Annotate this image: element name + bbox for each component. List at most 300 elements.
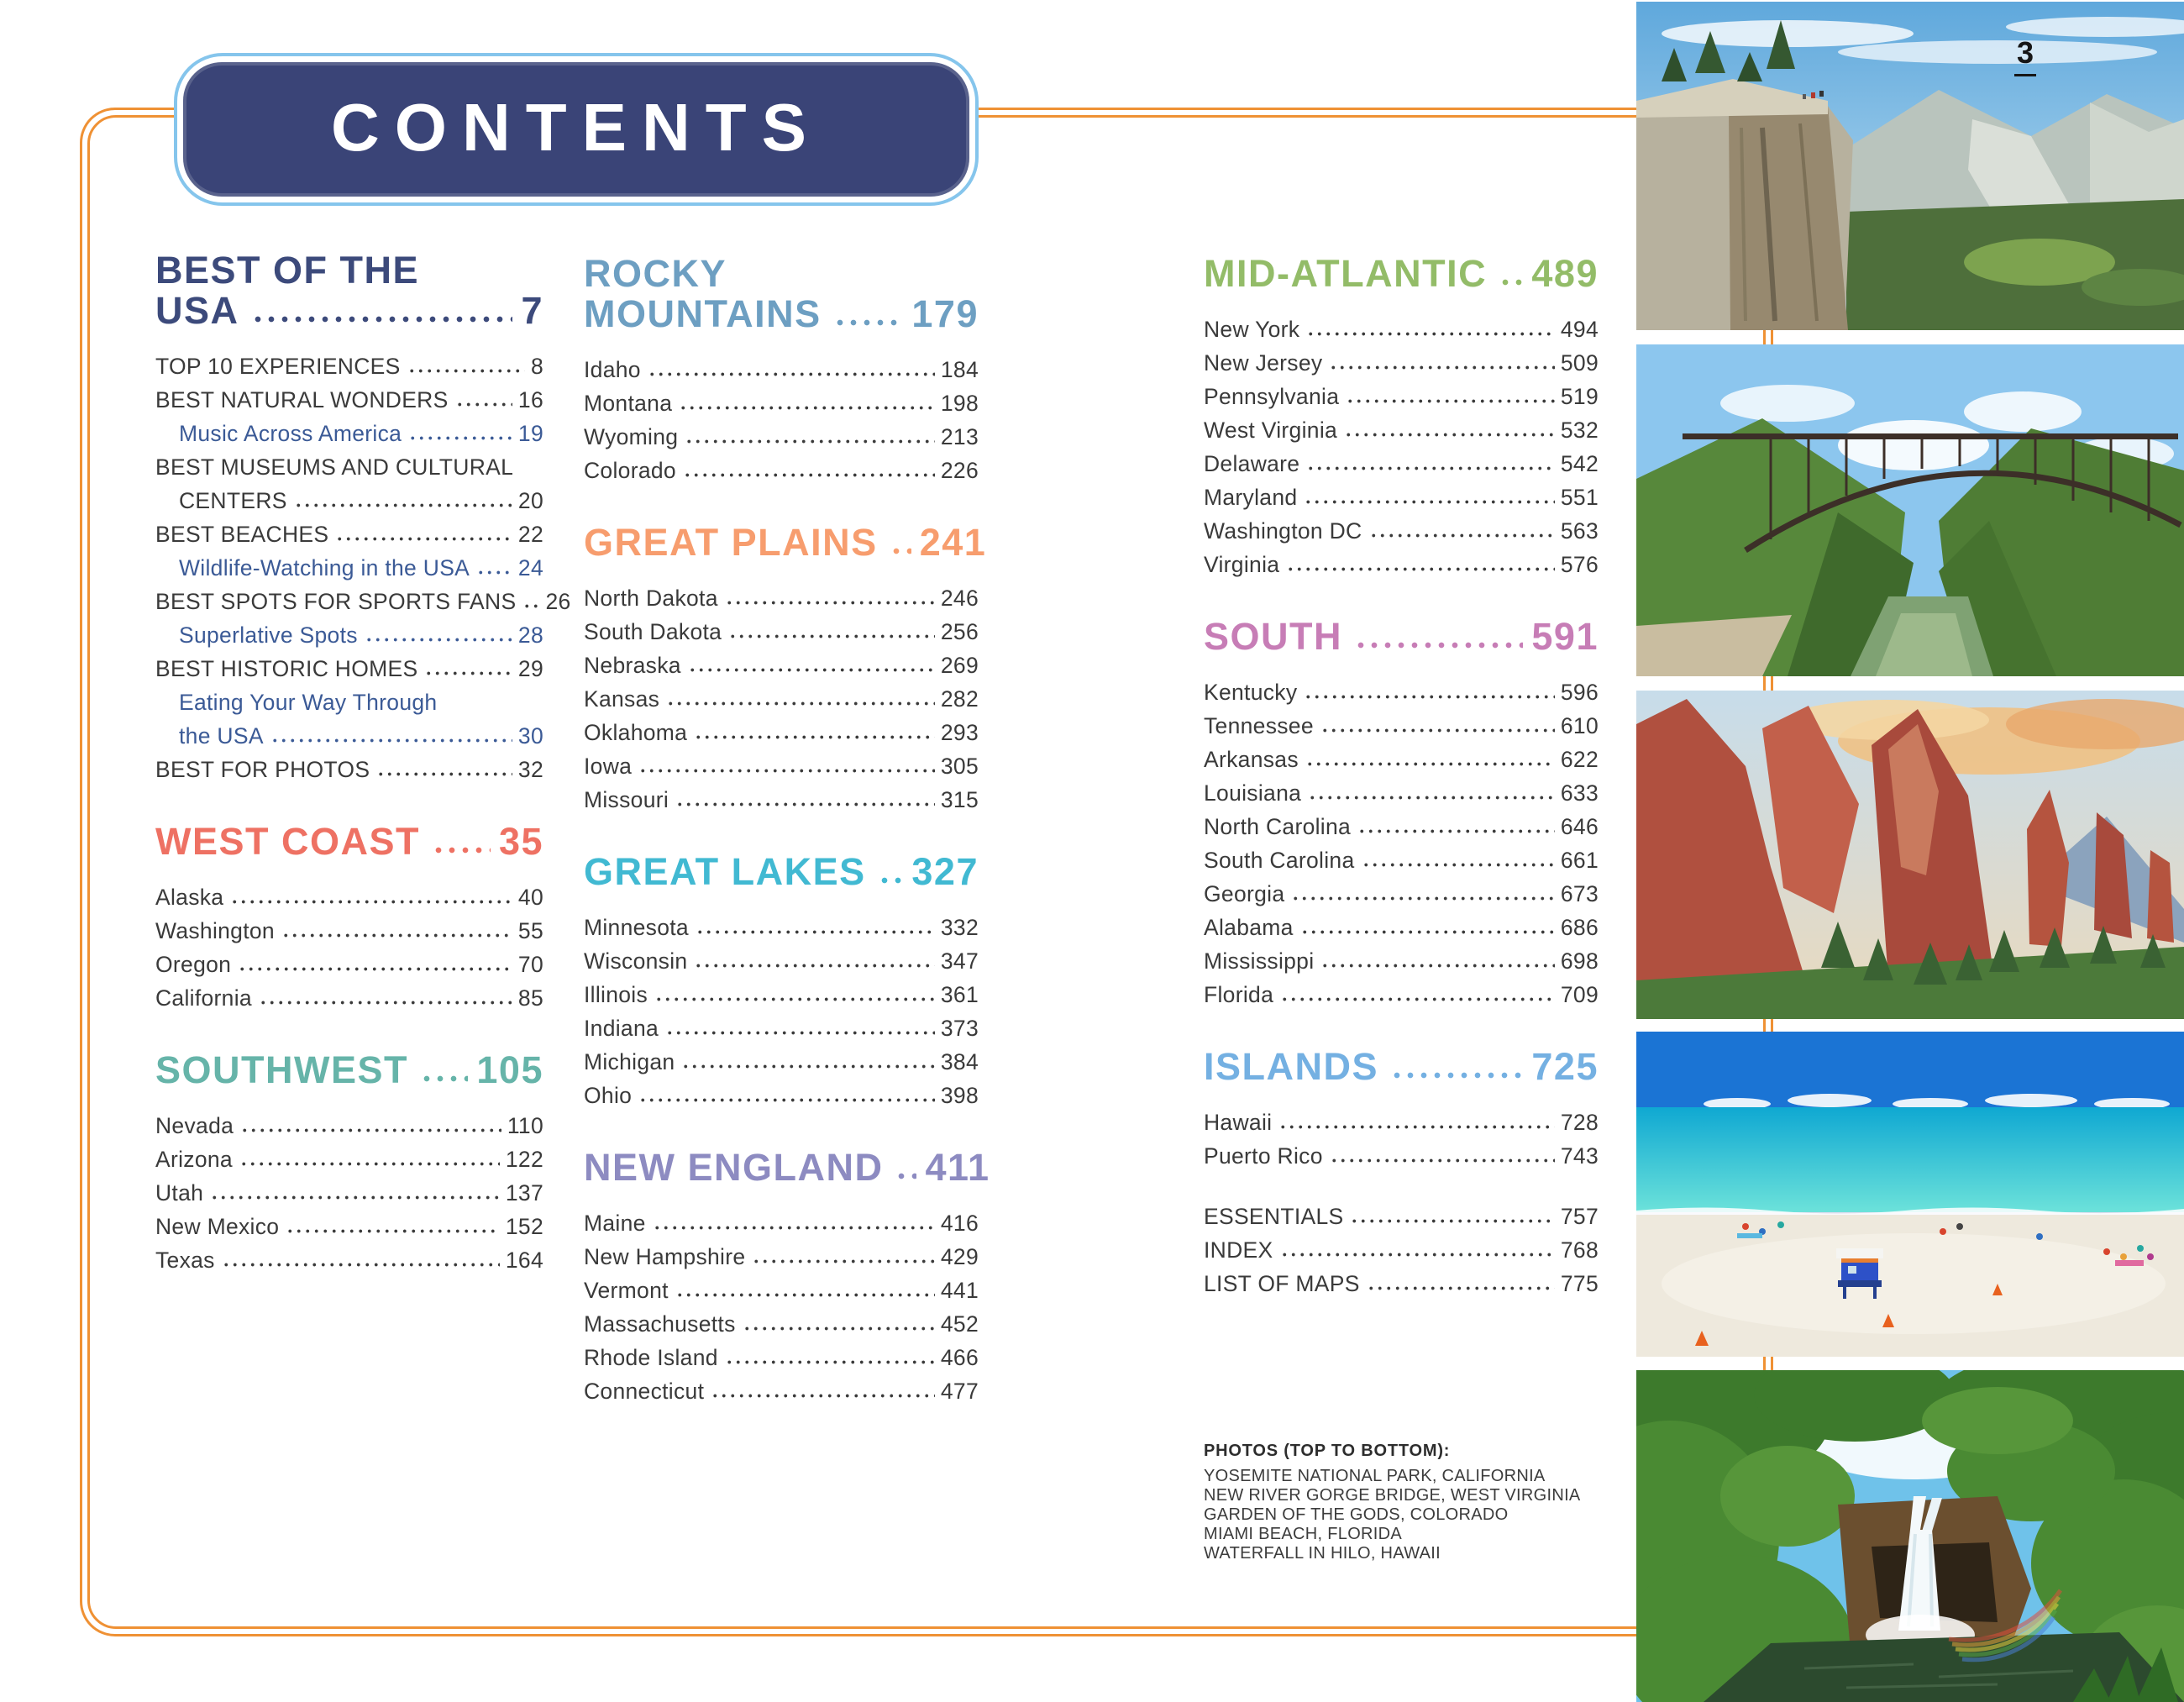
toc-entry[interactable] (584, 1008, 979, 1042)
dot-leader (1278, 980, 1555, 1008)
toc-entry-page-number: 16 (517, 387, 543, 412)
dot-leader (674, 1275, 935, 1304)
toc-entry[interactable] (584, 1237, 979, 1270)
toc-entry-page-number: 347 (940, 948, 979, 974)
section-page-number: 327 (911, 850, 979, 893)
toc-entry[interactable] (1204, 1230, 1599, 1263)
toc-entry[interactable] (1204, 806, 1599, 840)
dot-leader (750, 1242, 934, 1270)
toc-entry-page-number: 282 (940, 686, 979, 712)
dot-leader (692, 717, 935, 746)
dot-leader (686, 650, 935, 679)
dot-leader (333, 519, 512, 548)
toc-entry-label: Hawaii (1204, 1110, 1273, 1135)
section-entries (1204, 672, 1599, 1008)
toc-entry-page-number: 477 (940, 1379, 979, 1404)
toc-entry-label: Florida (1204, 982, 1274, 1007)
toc-entry[interactable] (1204, 477, 1599, 511)
toc-entry-label: Arkansas (1204, 747, 1299, 772)
toc-entry-page-number: 246 (940, 586, 979, 611)
toc-entry-label: Tennessee (1204, 713, 1314, 738)
dot-leader (363, 620, 512, 649)
dot-leader (677, 388, 935, 417)
toc-entry[interactable] (155, 447, 543, 481)
toc-entry-label: Kentucky (1204, 680, 1298, 705)
dot-leader (249, 296, 513, 331)
toc-entry-label: Connecticut (584, 1379, 705, 1404)
toc-entry[interactable] (1204, 907, 1599, 941)
toc-entry[interactable] (584, 349, 979, 383)
toc-column-1 (155, 249, 571, 1274)
dot-leader (284, 1211, 500, 1240)
dot-leader (1302, 677, 1554, 706)
dot-leader (1319, 711, 1555, 739)
section-title: USA (155, 289, 239, 332)
dot-leader (683, 422, 935, 450)
dot-leader (876, 857, 904, 892)
photo-captions-heading: PHOTOS (TOP TO BOTTOM): (1204, 1442, 1451, 1460)
toc-entry-label: Maine (584, 1211, 646, 1236)
toc-entry[interactable] (1204, 444, 1599, 477)
toc-entry-page-number: 19 (517, 421, 543, 446)
dot-leader (1289, 879, 1554, 907)
toc-entry[interactable] (1204, 410, 1599, 444)
toc-entry-page-number: 28 (517, 622, 543, 648)
toc-entry[interactable] (584, 1075, 979, 1109)
toc-entry-page-number: 542 (1560, 451, 1599, 476)
toc-entry-label: Washington (155, 918, 275, 943)
dot-leader (1328, 1141, 1555, 1169)
toc-entry-label: Oklahoma (584, 720, 688, 745)
toc-section-best-of-the-usa (155, 249, 571, 783)
toc-entry-page-number: 519 (1560, 384, 1599, 409)
section-page-number: 105 (476, 1048, 543, 1091)
toc-entry-label: TOP 10 EXPERIENCES (155, 354, 401, 379)
toc-entry[interactable] (1204, 1136, 1599, 1169)
toc-entry[interactable] (584, 941, 979, 974)
section-heading (1204, 617, 1599, 657)
dot-leader (1305, 449, 1555, 477)
toc-entry-page-number: 709 (1560, 982, 1599, 1007)
toc-entry-label: Texas (155, 1248, 215, 1273)
toc-entry-page-number: 164 (505, 1248, 543, 1273)
toc-entry[interactable] (584, 1203, 979, 1237)
toc-entry-page-number: 315 (940, 787, 979, 812)
toc-entry-label: Rhode Island (584, 1345, 718, 1370)
dot-leader (680, 1047, 934, 1075)
toc-entry-label: New Mexico (155, 1214, 280, 1239)
toc-entry-page-number: 269 (940, 653, 979, 678)
dot-leader (1348, 1201, 1554, 1230)
photo-miami-beach (1636, 1032, 2184, 1357)
toc-entry-page-number: 596 (1560, 680, 1599, 705)
toc-entry-label: Indiana (584, 1016, 659, 1041)
toc-entry-label: Delaware (1204, 451, 1300, 476)
toc-entry-page-number: 646 (1560, 814, 1599, 839)
toc-entry-page-number: 398 (940, 1083, 979, 1108)
toc-entry-label: Illinois (584, 982, 648, 1007)
section-title: GREAT LAKES (584, 850, 866, 893)
dot-leader (664, 1013, 935, 1042)
section-title: ROCKY (584, 252, 727, 295)
toc-entry-page-number: 441 (940, 1278, 979, 1303)
toc-entry[interactable] (584, 417, 979, 450)
toc-entry-label: West Virginia (1204, 418, 1338, 443)
section-entries (584, 349, 979, 484)
toc-entry-page-number: 743 (1560, 1143, 1599, 1169)
toc-entry-page-number: 576 (1560, 552, 1599, 577)
toc-entry[interactable] (155, 514, 543, 548)
section-heading (155, 250, 543, 291)
section-title: SOUTH (1204, 615, 1342, 658)
toc-entry[interactable] (155, 581, 571, 615)
toc-entry[interactable] (1204, 941, 1599, 974)
toc-entry[interactable] (155, 413, 543, 447)
dot-leader (269, 721, 512, 749)
toc-entry[interactable] (584, 612, 979, 645)
section-heading (1204, 254, 1599, 294)
toc-section-great-plains (584, 521, 987, 813)
section-heading (155, 1050, 543, 1090)
toc-entry-label: Wildlife-Watching in the USA (179, 555, 470, 580)
toc-entry-page-number: 293 (940, 720, 979, 745)
toc-section-southwest (155, 1050, 543, 1274)
toc-entry-label: Colorado (584, 458, 676, 483)
toc-section-west-coast (155, 822, 543, 1011)
contents-banner-fill (183, 62, 969, 197)
toc-entry-label: CENTERS (179, 488, 287, 513)
toc-entry-label: Eating Your Way Through (179, 690, 438, 715)
toc-entry[interactable] (584, 1337, 979, 1371)
toc-entry-page-number: 452 (940, 1311, 979, 1337)
section-page-number: 591 (1531, 615, 1599, 658)
toc-entry-label: BEST BEACHES (155, 522, 329, 547)
toc-section-islands (1204, 1047, 1599, 1169)
toc-entry-page-number: 429 (940, 1244, 979, 1269)
section-heading (155, 291, 543, 331)
dot-leader (653, 980, 935, 1008)
page-title: CONTENTS (331, 90, 822, 165)
dot-leader (1304, 744, 1555, 773)
toc-backmatter (1204, 1196, 1599, 1297)
toc-entry[interactable] (1204, 706, 1599, 739)
section-heading (584, 254, 979, 294)
toc-entry-page-number: 775 (1560, 1271, 1599, 1296)
toc-entry[interactable] (584, 1304, 979, 1337)
toc-entry[interactable] (1204, 376, 1599, 410)
toc-entry-page-number: 416 (940, 1211, 979, 1236)
toc-entry-label: BEST FOR PHOTOS (155, 757, 370, 782)
toc-entry-page-number: 384 (940, 1049, 979, 1074)
toc-entry[interactable] (155, 944, 543, 978)
toc-entry-page-number: 26 (545, 589, 571, 614)
toc-entry-label: BEST HISTORIC HOMES (155, 656, 418, 681)
toc-entry-label: New Hampshire (584, 1244, 746, 1269)
dot-leader (236, 949, 512, 978)
dot-leader (709, 1376, 935, 1405)
section-entries (1204, 309, 1599, 578)
toc-entry-label: Superlative Spots (179, 622, 358, 648)
toc-entry[interactable] (584, 780, 979, 813)
section-title: SOUTHWEST (155, 1048, 408, 1091)
toc-entry-page-number: 20 (517, 488, 543, 513)
toc-entry[interactable] (1204, 343, 1599, 376)
toc-entry[interactable] (155, 1173, 543, 1206)
dot-leader (454, 385, 512, 413)
section-title: WEST COAST (155, 820, 420, 863)
toc-entry-label: North Carolina (1204, 814, 1352, 839)
toc-entry[interactable] (1204, 840, 1599, 874)
toc-section-south (1204, 617, 1599, 1008)
toc-entry-label: California (155, 985, 252, 1011)
section-page-number: 241 (919, 521, 987, 564)
toc-entry[interactable] (155, 346, 543, 380)
toc-entry-page-number: 768 (1560, 1237, 1599, 1263)
toc-entry-page-number: 55 (517, 918, 543, 943)
toc-entry-label: New York (1204, 317, 1300, 342)
dot-leader (521, 586, 539, 615)
toc-entry[interactable] (584, 1371, 979, 1405)
toc-entry-label: Alaska (155, 885, 224, 910)
toc-entry-label: Montana (584, 391, 673, 416)
dot-leader (637, 1080, 935, 1109)
dot-leader (664, 684, 935, 712)
section-page-number: 411 (925, 1146, 990, 1189)
toc-entry[interactable] (584, 1270, 979, 1304)
toc-entry-page-number: 494 (1560, 317, 1599, 342)
toc-entry[interactable] (155, 649, 543, 682)
toc-entry-label: Missouri (584, 787, 669, 812)
toc-entry-label: South Carolina (1204, 848, 1355, 873)
photo-garden-of-the-gods (1636, 691, 2184, 1019)
dot-leader (741, 1309, 935, 1337)
photo-caption-line: WATERFALL IN HILO, HAWAII (1204, 1544, 1441, 1563)
dot-leader (674, 785, 935, 813)
toc-entry-label: New Jersey (1204, 350, 1323, 376)
section-title: GREAT PLAINS (584, 521, 878, 564)
toc-entry-label: Nevada (155, 1113, 234, 1138)
toc-entry-page-number: 110 (507, 1113, 543, 1138)
toc-entry-page-number: 29 (517, 656, 543, 681)
photo-caption-line: YOSEMITE NATIONAL PARK, CALIFORNIA (1204, 1467, 1546, 1485)
toc-entry-page-number: 361 (940, 982, 979, 1007)
section-page-number: 725 (1531, 1045, 1599, 1088)
toc-entry-page-number: 137 (505, 1180, 543, 1206)
toc-entry[interactable] (155, 1139, 543, 1173)
section-heading (584, 294, 979, 334)
toc-entry[interactable] (584, 383, 979, 417)
toc-entry[interactable] (1204, 511, 1599, 544)
section-entries (1204, 1102, 1599, 1169)
toc-entry-page-number: 256 (940, 619, 979, 644)
section-heading (584, 521, 987, 564)
toc-entry-label: Music Across America (179, 421, 402, 446)
toc-entry-page-number: 30 (517, 723, 543, 749)
toc-entry[interactable] (584, 974, 979, 1008)
dot-leader (418, 1055, 468, 1090)
toc-entry[interactable] (584, 907, 979, 941)
dot-leader (723, 1342, 935, 1371)
toc-entry-label: Pennsylvania (1204, 384, 1340, 409)
toc-entry-page-number: 673 (1560, 881, 1599, 906)
toc-entry[interactable] (584, 679, 979, 712)
toc-entry[interactable] (584, 712, 979, 746)
toc-entry-label: INDEX (1204, 1237, 1273, 1263)
toc-entry-label: BEST SPOTS FOR SPORTS FANS (155, 589, 517, 614)
toc-entry[interactable] (1204, 544, 1599, 578)
toc-entry[interactable] (155, 749, 543, 783)
dot-leader (406, 351, 525, 380)
folio-page-number: 3 (2014, 35, 2036, 76)
toc-entry[interactable] (155, 1240, 543, 1274)
section-page-number: 35 (498, 820, 543, 863)
section-page-number: 489 (1531, 252, 1599, 295)
toc-entry[interactable] (155, 615, 543, 649)
toc-entry[interactable] (1204, 1102, 1599, 1136)
toc-entry[interactable] (584, 578, 979, 612)
photo-hilo-waterfall (1636, 1370, 2184, 1702)
dot-leader (228, 882, 512, 911)
toc-entry-page-number: 198 (940, 391, 979, 416)
dot-leader (893, 1153, 916, 1188)
toc-entry[interactable] (1204, 1196, 1599, 1230)
dot-leader (1299, 912, 1555, 941)
toc-entry-page-number: 122 (505, 1147, 543, 1172)
toc-entry[interactable] (155, 978, 543, 1011)
toc-entry-page-number: 40 (517, 885, 543, 910)
dot-leader (1278, 1235, 1555, 1263)
dot-leader (888, 528, 911, 563)
toc-entry[interactable] (155, 481, 543, 514)
dot-leader (694, 912, 935, 941)
toc-entry[interactable] (1204, 309, 1599, 343)
toc-entry-page-number: 226 (940, 458, 979, 483)
toc-entry[interactable] (155, 716, 543, 749)
toc-entry[interactable] (584, 1042, 979, 1075)
photo-new-river-gorge-bridge (1636, 344, 2184, 676)
photo-caption-line: NEW RIVER GORGE BRIDGE, WEST VIRGINIA (1204, 1486, 1581, 1505)
section-heading (584, 1146, 990, 1189)
section-entries (1204, 1196, 1599, 1297)
toc-entry[interactable] (155, 911, 543, 944)
toc-entry-page-number: 305 (940, 754, 979, 779)
toc-entry-label: Maryland (1204, 485, 1298, 510)
section-entries (155, 877, 543, 1011)
dot-leader (423, 654, 512, 682)
dot-leader (1368, 516, 1555, 544)
toc-entry-label: Idaho (584, 357, 641, 382)
dot-leader (208, 1178, 500, 1206)
toc-entry-page-number: 466 (940, 1345, 979, 1370)
toc-entry-label: Kansas (584, 686, 660, 712)
toc-entry[interactable] (1204, 773, 1599, 806)
toc-entry-page-number: 152 (505, 1214, 543, 1239)
dot-leader (475, 553, 512, 581)
dot-leader (637, 751, 935, 780)
toc-entry-label: Puerto Rico (1204, 1143, 1323, 1169)
toc-entry-page-number: 213 (940, 424, 979, 449)
toc-entry-label: Alabama (1204, 915, 1294, 940)
section-heading (155, 822, 543, 862)
toc-entry-page-number: 686 (1560, 915, 1599, 940)
dot-leader (1302, 482, 1554, 511)
dot-leader (1306, 778, 1555, 806)
toc-entry-page-number: 551 (1560, 485, 1599, 510)
toc-entry[interactable] (155, 682, 543, 716)
dot-leader (1352, 622, 1523, 657)
dot-leader (1344, 381, 1555, 410)
section-page-number: 7 (521, 289, 543, 332)
toc-entry[interactable] (1204, 874, 1599, 907)
toc-entry-page-number: 332 (940, 915, 979, 940)
toc-entry-page-number: 728 (1560, 1110, 1599, 1135)
section-title: ISLANDS (1204, 1045, 1379, 1088)
section-entries (584, 578, 979, 813)
toc-entry[interactable] (155, 1106, 543, 1139)
toc-entry-label: the USA (179, 723, 264, 749)
toc-entry-label: BEST MUSEUMS AND CULTURAL (155, 454, 514, 480)
dot-leader (1356, 812, 1555, 840)
toc-section-rocky-mountains (584, 254, 979, 484)
dot-leader (1389, 1052, 1523, 1087)
toc-entry-label: Ohio (584, 1083, 633, 1108)
section-entries (584, 1203, 979, 1405)
section-heading (1204, 1047, 1599, 1087)
toc-entry-page-number: 509 (1560, 350, 1599, 376)
toc-entry[interactable] (155, 1206, 543, 1240)
toc-entry[interactable] (1204, 739, 1599, 773)
section-title: NEW ENGLAND (584, 1146, 884, 1189)
toc-entry-page-number: 610 (1560, 713, 1599, 738)
toc-column-2 (584, 252, 990, 1405)
toc-entry[interactable] (584, 645, 979, 679)
toc-entry-label: Washington DC (1204, 518, 1362, 544)
section-heading (584, 852, 979, 892)
dot-leader (257, 983, 512, 1011)
toc-entry[interactable] (155, 548, 543, 581)
toc-entry-label: Virginia (1204, 552, 1280, 577)
section-page-number: 179 (911, 292, 979, 335)
contents-banner (174, 53, 979, 206)
toc-entry-label: Vermont (584, 1278, 669, 1303)
dot-leader (692, 946, 934, 974)
toc-entry[interactable] (155, 877, 543, 911)
dot-leader (1360, 845, 1555, 874)
toc-entry[interactable] (155, 380, 543, 413)
toc-entry-label: Michigan (584, 1049, 675, 1074)
dot-leader (1277, 1107, 1555, 1136)
toc-entry-label: Louisiana (1204, 780, 1302, 806)
toc-entry[interactable] (584, 450, 979, 484)
toc-entry-label: North Dakota (584, 586, 718, 611)
photo-caption-line: GARDEN OF THE GODS, COLORADO (1204, 1505, 1509, 1524)
dot-leader (1284, 549, 1555, 578)
toc-entry-label: Mississippi (1204, 948, 1315, 974)
dot-leader (1365, 1269, 1555, 1297)
toc-entry[interactable] (1204, 672, 1599, 706)
dot-leader (1305, 314, 1555, 343)
dot-leader (1327, 348, 1554, 376)
toc-entry-page-number: 32 (517, 757, 543, 782)
dot-leader (832, 299, 904, 334)
toc-entry[interactable] (584, 746, 979, 780)
section-title: BEST OF THE (155, 249, 420, 292)
toc-entry[interactable] (1204, 1263, 1599, 1297)
toc-entry-page-number: 8 (530, 354, 543, 379)
toc-entry-page-number: 532 (1560, 418, 1599, 443)
toc-entry[interactable] (1204, 974, 1599, 1008)
toc-section-mid-atlantic (1204, 254, 1599, 578)
